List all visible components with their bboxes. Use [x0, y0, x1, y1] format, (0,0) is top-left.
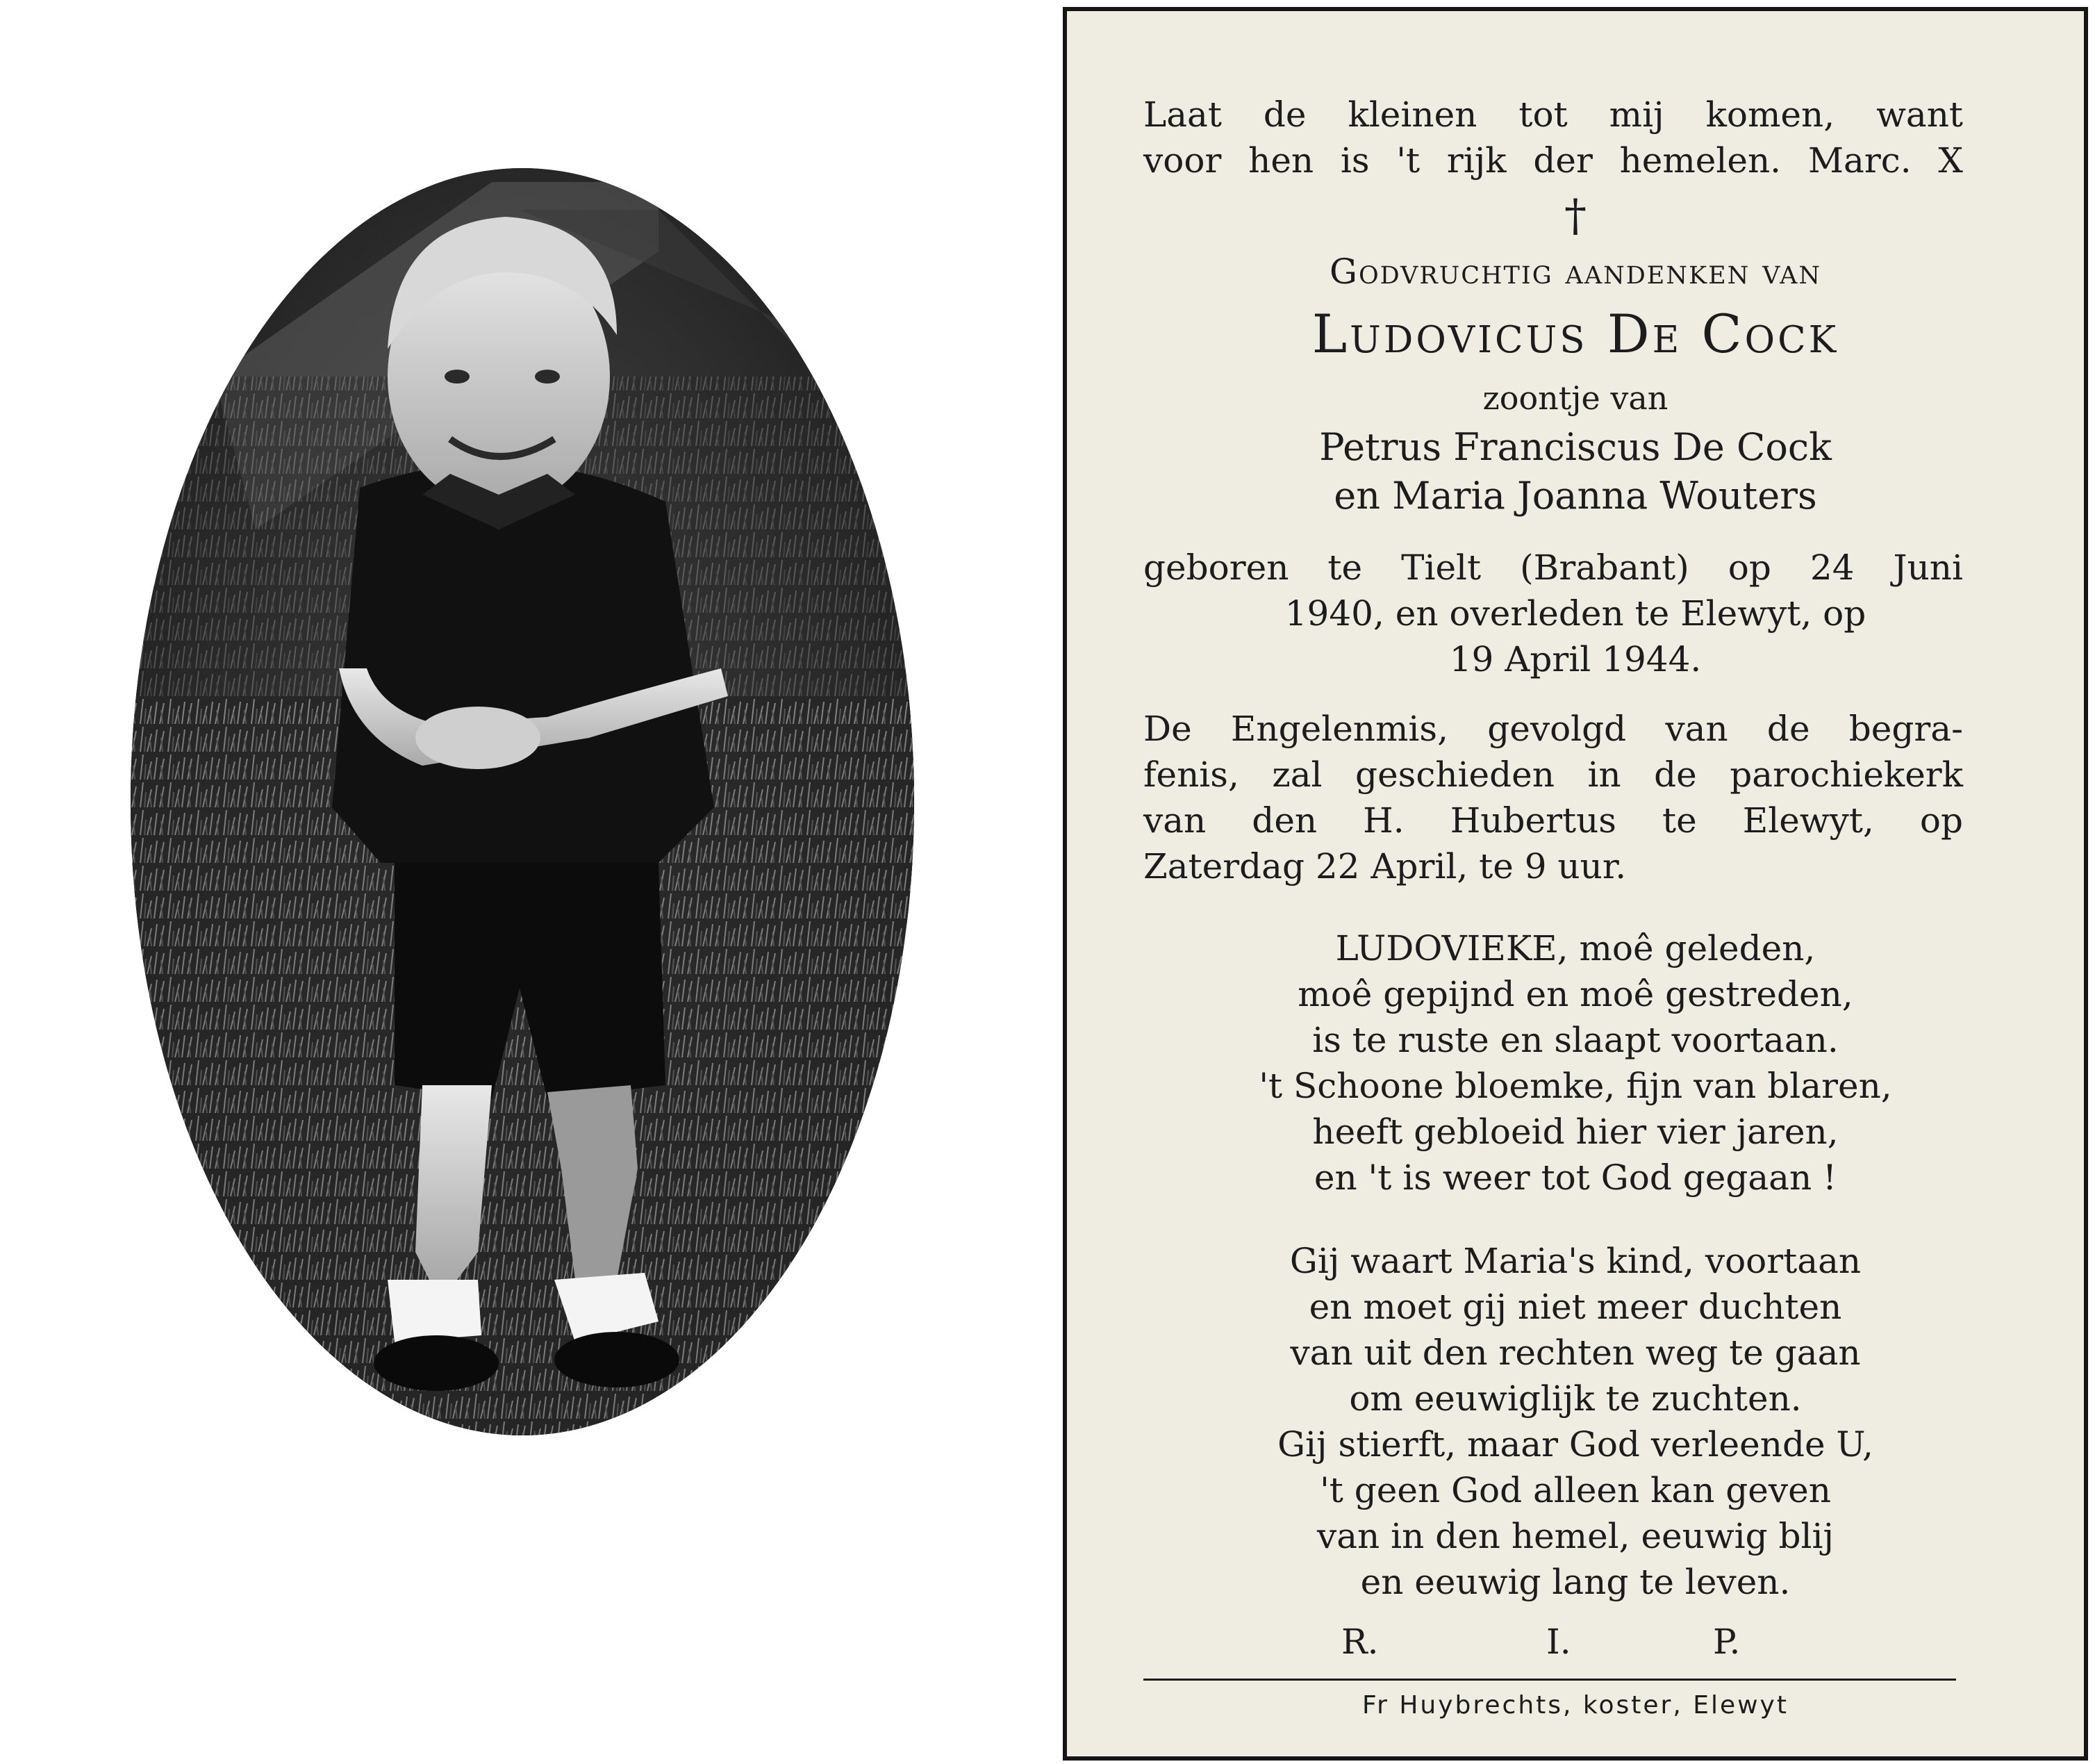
cross-icon: † — [1564, 190, 1587, 242]
poem-2-line-1: Gij waart Maria's kind, voortaan — [1289, 1241, 1862, 1281]
mass-line-2: fenis, zal geschieden in de parochiekerk — [1143, 755, 1963, 795]
rip-p: P. — [1713, 1622, 1741, 1662]
bible-quote-line-2: voor hen is 't rijk der hemelen. Marc. X — [1143, 140, 1963, 181]
poem-1-line-4: 't Schoone bloemke, fijn van blaren, — [1259, 1066, 1892, 1106]
memorial-text-card — [1063, 7, 2088, 1761]
mass-line-4: Zaterdag 22 April, te 9 uur. — [1143, 846, 1627, 887]
memorial-heading: Godvruchtig aandenken van — [1330, 252, 1821, 292]
photo-card — [0, 0, 1042, 1764]
poem-2-line-3: van uit den rechten weg te gaan — [1290, 1333, 1861, 1373]
poem-2-line-6: 't geen God alleen kan geven — [1320, 1470, 1831, 1510]
rip-r: R. — [1341, 1622, 1379, 1662]
mass-line-3: van den H. Hubertus te Elewyt, op — [1143, 800, 1963, 841]
birth-line-2: 1940, en overleden te Elewyt, op — [1284, 593, 1866, 634]
printer-credit: Fr Huybrechts, koster, Elewyt — [1362, 1691, 1789, 1720]
relation-text: zoontje van — [1482, 379, 1668, 417]
birth-line-1: geboren te Tielt (Brabant) op 24 Juni — [1143, 547, 1963, 588]
birth-line-3: 19 April 1944. — [1449, 639, 1702, 679]
poem-1-line-1: LUDOVIEKE, moê geleden, — [1335, 928, 1816, 968]
deceased-name: Ludovicus De Cock — [1311, 303, 1839, 365]
child-portrait-photo — [131, 168, 914, 1435]
mother-name: en Maria Joanna Wouters — [1334, 474, 1817, 518]
poem-2-line-4: om eeuwiglijk te zuchten. — [1349, 1378, 1802, 1419]
rip-i: I. — [1546, 1622, 1571, 1662]
father-name: Petrus Franciscus De Cock — [1319, 425, 1832, 469]
poem-1-line-5: heeft gebloeid hier vier jaren, — [1312, 1112, 1839, 1152]
mass-line-1: De Engelenmis, gevolgd van de begra- — [1143, 709, 1963, 749]
poem-1-line-6: en 't is weer tot God gegaan ! — [1314, 1157, 1837, 1198]
poem-1-line-2: moê gepijnd en moê gestreden, — [1298, 974, 1853, 1014]
poem-2-line-5: Gij stierft, maar God verleende U, — [1277, 1424, 1873, 1465]
poem-2-line-7: van in den hemel, eeuwig blij — [1316, 1516, 1835, 1556]
poem-2-line-8: en eeuwig lang te leven. — [1360, 1562, 1791, 1602]
bible-quote-line-1: Laat de kleinen tot mij komen, want — [1143, 94, 1963, 135]
bottom-rule-divider — [1143, 1679, 1956, 1681]
poem-1-line-3: is te ruste en slaapt voortaan. — [1312, 1020, 1839, 1060]
poem-2-line-2: en moet gij niet meer duchten — [1309, 1287, 1842, 1327]
